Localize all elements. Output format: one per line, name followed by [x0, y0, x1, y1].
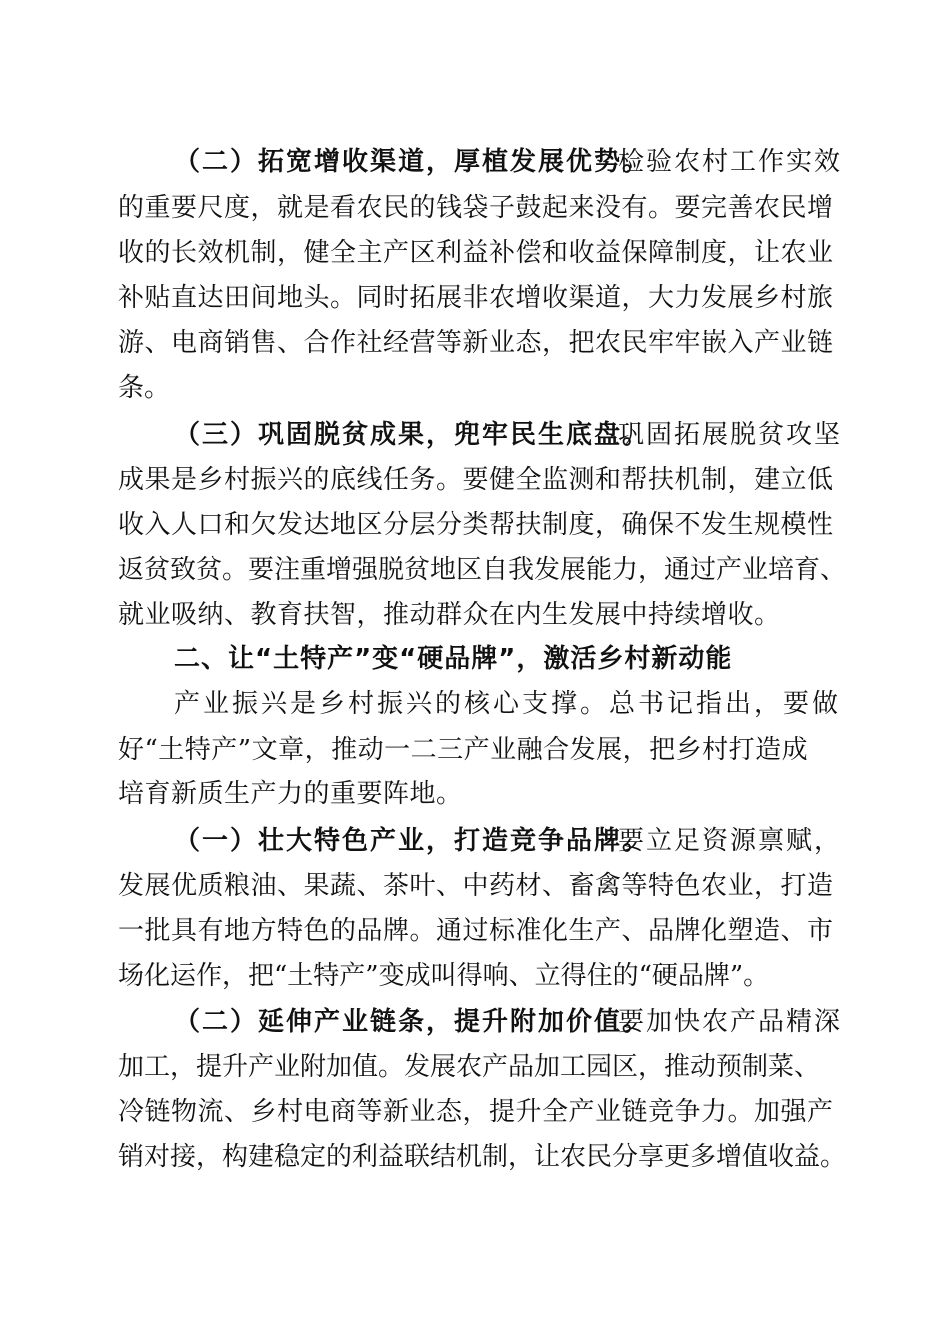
paragraph-text: 发展优质粮油、果蔬、茶叶、中药材、畜禽等特色农业，打造 [118, 871, 834, 901]
text-line [0, 186, 950, 230]
text-line [0, 637, 950, 681]
paragraph-text: 补贴直达田间地头。同时拓展非农增收渠道，大力发展乡村旅 [118, 283, 834, 313]
paragraph-text: 游、电商销售、合作社经营等新业态，把农民牢牢嵌入产业链 [118, 328, 834, 358]
paragraph-text: 要加快农产品精深 [618, 1007, 843, 1037]
section-heading: 二、让“土特产”变“硬品牌”，激活乡村新动能 [174, 644, 733, 674]
text-line [0, 864, 950, 908]
paragraph-lead: （一）壮大特色产业，打造竞争品牌。 [174, 826, 651, 856]
paragraph-lead: （二）延伸产业链条，提升附加价值。 [174, 1007, 651, 1037]
text-line [0, 728, 950, 772]
text-line [0, 503, 950, 547]
paragraph-text: 冷链物流、乡村电商等新业态，提升全产业链竞争力。加强产 [118, 1097, 834, 1127]
paragraph-text: 检验农村工作实效 [618, 147, 843, 177]
paragraph-text: 返贫致贫。要注重增强脱贫地区自我发展能力，通过产业培育、 [118, 555, 847, 585]
text-line [0, 548, 950, 592]
text-line [0, 458, 950, 502]
paragraph-text: 场化运作，把“土特产”变成叫得响、立得住的“硬品牌”。 [118, 961, 770, 991]
paragraph-text: 成果是乡村振兴的底线任务。要健全监测和帮扶机制，建立低 [118, 465, 834, 495]
paragraph-lead: （三）巩固脱贫成果，兜牢民生底盘。 [174, 420, 651, 450]
paragraph-text: 巩固拓展脱贫攻坚 [618, 420, 843, 450]
paragraph-lead: （二）拓宽增收渠道，厚植发展优势。 [174, 147, 651, 177]
text-line [0, 1000, 950, 1044]
text-line [0, 276, 950, 320]
paragraph-text: 一批具有地方特色的品牌。通过标准化生产、品牌化塑造、市 [118, 916, 834, 946]
paragraph-text: 产业振兴是乡村振兴的核心支撑。总书记指出，要做 [174, 689, 842, 719]
text-line [0, 819, 950, 863]
text-line [0, 1135, 950, 1179]
paragraph-text: 的重要尺度，就是看农民的钱袋子鼓起来没有。要完善农民增 [118, 193, 834, 223]
paragraph-text: 好“土特产”文章，推动一二三产业融合发展，把乡村打造成 [118, 735, 809, 765]
text-line [0, 321, 950, 365]
text-line [0, 909, 950, 953]
text-line [0, 1045, 950, 1089]
paragraph-text: 要立足资源禀赋， [618, 826, 843, 856]
paragraph-text: 销对接，构建稳定的利益联结机制，让农民分享更多增值收益。 [118, 1142, 847, 1172]
paragraph-text: 培育新质生产力的重要阵地。 [118, 779, 463, 809]
text-line [0, 413, 950, 457]
text-line [0, 593, 950, 637]
text-line [0, 140, 950, 184]
paragraph-text: 收的长效机制，健全主产区利益补偿和收益保障制度，让农业 [118, 238, 834, 268]
paragraph-text: 条。 [118, 373, 171, 403]
paragraph-text: 收入人口和欠发达地区分层分类帮扶制度，确保不发生规模性 [118, 510, 834, 540]
text-line [0, 366, 950, 410]
paragraph-text: 就业吸纳、教育扶智，推动群众在内生发展中持续增收。 [118, 600, 781, 630]
text-line [0, 231, 950, 275]
text-line [0, 1090, 950, 1134]
text-line [0, 954, 950, 998]
text-line [0, 682, 950, 726]
paragraph-text: 加工，提升产业附加值。发展农产品加工园区，推动预制菜、 [118, 1052, 821, 1082]
text-line [0, 772, 950, 816]
